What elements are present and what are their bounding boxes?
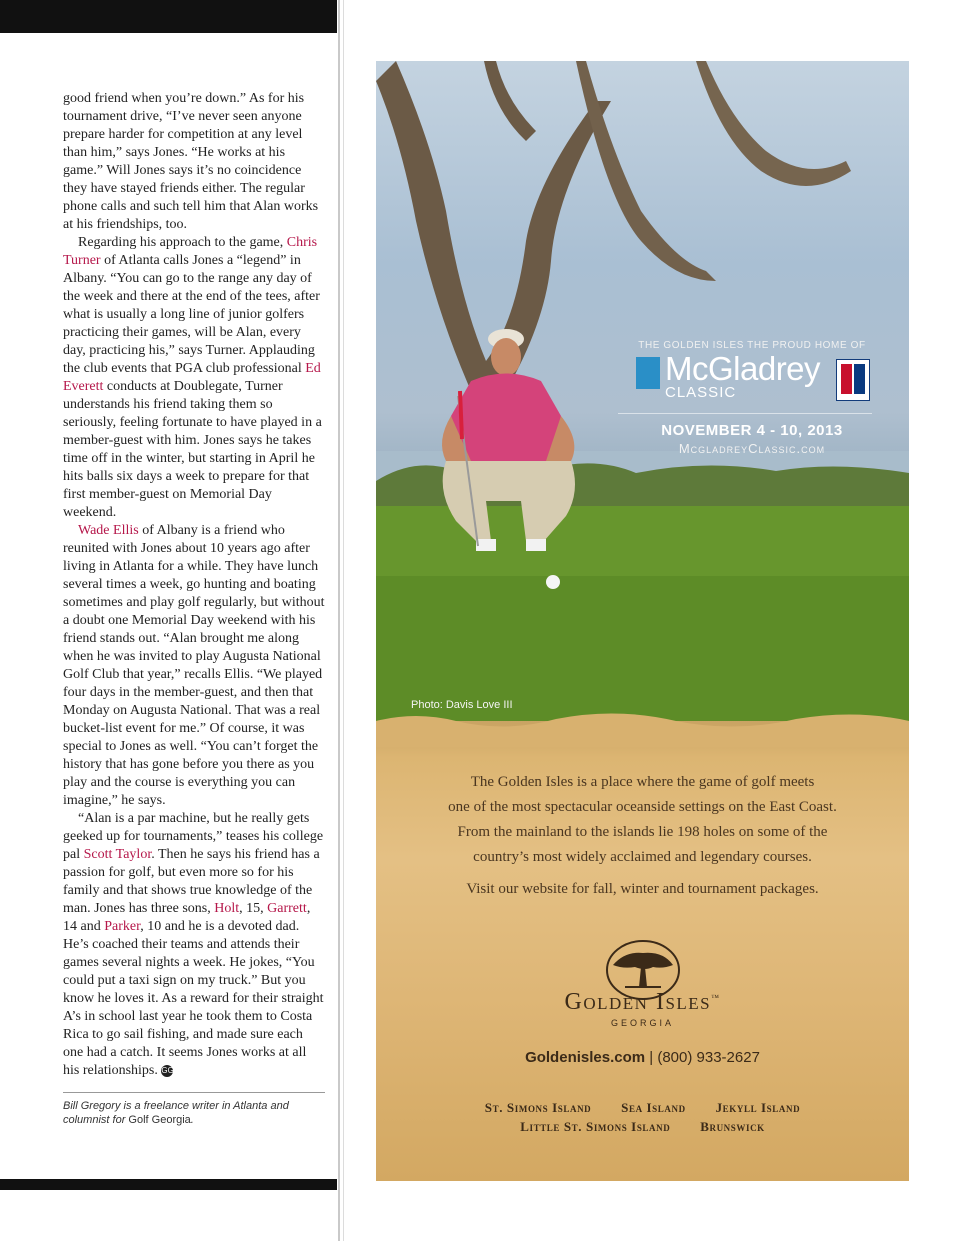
- island-name: Brunswick: [700, 1119, 765, 1134]
- article-text: of Atlanta calls Jones a “legend” in Albany. “You can go to the range any day of the week and there at the end of the tees, after what is usually a long line of junior golfers practicing their games, will be Alan, every day, practicing his,” says Turner. Applauding the club events that PGA club professional: [63, 253, 320, 376]
- end-mark-icon: GG: [161, 1065, 174, 1075]
- event-subname: CLASSIC: [665, 384, 737, 401]
- person-name: Ed Everett: [63, 361, 321, 394]
- event-website: McgladreyClassic.com: [678, 441, 826, 456]
- person-name: Wade Ellis: [78, 523, 139, 538]
- article-paragraph: [63, 810, 325, 1080]
- ad-contact: [396, 1049, 889, 1066]
- phone-number: (800) 933-2627: [657, 1049, 760, 1066]
- article-text: good friend when you’re down.” As for his tournament drive, “I’ve never seen anyone prepare harder for competition at any level than him,” says Jones. “He works at his game.” Will Jones says it’s no coincidence they have stayed friends either. The regular phone calls and such tell him that Alan works at his friendships, too.: [63, 91, 319, 232]
- article-text: , 14 and: [63, 901, 311, 934]
- article-column: [63, 90, 325, 1127]
- person-name: Chris Turner: [63, 235, 318, 268]
- byline-divider: [63, 1092, 325, 1093]
- byline-text: Bill Gregory is a freelance writer in Atlanta and columnist for: [63, 1100, 289, 1126]
- event-divider: [618, 413, 872, 414]
- pga-tour-logo-icon: [836, 359, 870, 401]
- article-text: Regarding his approach to the game,: [78, 235, 287, 250]
- column-divider: [338, 0, 340, 1241]
- author-byline: [63, 1099, 325, 1127]
- column-divider-thin: [343, 0, 344, 1241]
- bottom-black-bar: [0, 1179, 337, 1190]
- article-paragraph: [63, 90, 325, 234]
- article-body: [63, 90, 325, 1080]
- island-name: St. Simons Island: [484, 1100, 592, 1115]
- article-text: . Then he says his friend has a passion for golf, but even more so for his family and that shows true knowledge of the man. Jones has three sons,: [63, 847, 320, 916]
- article-text: of Albany is a friend who reunited with Jones about 10 years ago after living in Atlanta for a while. They have lunch several times a week, go hunting and boating sometimes and play golf regularly, but without a doubt one Memorial Day weekend with his friend stands out. “Alan brought me along when he was invited to play Augusta National Golf Club that year,” recalls Ellis. “We played four days in the member-guest, and then that Monday on Augusta National. That was a real bucket-list event for me.” Of course, it was special to Jones as well. “You can’t forget the history that has gone before you there as you play and the course is everything you can imagine,” he says.: [63, 523, 325, 808]
- brand-website-link[interactable]: Goldenisles.com: [525, 1049, 646, 1066]
- photo-credit: Photo: Davis Love III: [411, 699, 513, 711]
- article-text: , 10 and he is a devoted dad. He’s coached their teams and attends their games several nights a week. He jokes, “You could put a taxi sign on my truck.” But you know he loves it. As a reward for their straight A’s in school last year he took them to Costa Rica to go sail fishing, and made sure each one had a catch. It seems Jones works at all his relationships.: [63, 919, 324, 1078]
- person-name: Parker: [104, 919, 141, 934]
- ad-body-line: one of the most spectacular oceanside settings on the East Coast.: [448, 799, 837, 815]
- event-dates: NOVEMBER 4 - 10, 2013: [661, 422, 843, 439]
- brand-name: [396, 989, 889, 1016]
- island-name: Jekyll Island: [715, 1100, 801, 1115]
- contact-separator: |: [645, 1049, 658, 1066]
- event-name: McGladrey: [665, 350, 821, 387]
- article-text: , 15,: [239, 901, 268, 916]
- brand-state: GEORGIA: [610, 1018, 674, 1028]
- mcgladrey-mark-icon: [636, 357, 660, 389]
- event-logo: [634, 350, 874, 414]
- ad-body-line: country’s most widely acclaimed and legendary courses.: [473, 849, 812, 865]
- ad-call-to-action: Visit our website for fall, winter and tournament packages.: [466, 881, 819, 897]
- ad-body-line: The Golden Isles is a place where the game of golf meets: [470, 774, 815, 790]
- golden-isles-ad: [376, 61, 909, 1181]
- article-text: “Alan is a par machine, but he really gets geeked up for tournaments,” teases his college pal: [63, 811, 324, 862]
- byline-period: .: [190, 1114, 194, 1126]
- trademark-symbol: ™: [711, 993, 721, 1002]
- person-name: Scott Taylor: [83, 847, 152, 862]
- island-list: [396, 1098, 889, 1136]
- brand-name-text: Golden Isles: [564, 989, 712, 1015]
- top-black-bar: [0, 0, 337, 33]
- ad-body-line: From the mainland to the islands lie 198 holes on some of the: [457, 824, 828, 840]
- article-paragraph: [63, 234, 325, 522]
- person-name: Holt: [214, 901, 240, 916]
- byline-publication: Golf Georgia: [128, 1114, 191, 1126]
- ad-body-text: [396, 770, 889, 870]
- ad-tagline: THE GOLDEN ISLES THE PROUD HOME OF: [638, 340, 866, 351]
- island-name: Little St. Simons Island: [520, 1119, 671, 1134]
- person-name: Garrett: [267, 901, 307, 916]
- article-text: conducts at Doublegate, Turner understands his friend taking them so seriously, feeling fortunate to have played in a member-guest with him. Jones says he takes time off in the winter, but starting in April he hits balls six days a week to prepare for that first member-guest on Memorial Day weekend.: [63, 379, 322, 520]
- island-name: Sea Island: [621, 1100, 686, 1115]
- shore-edge: [376, 707, 909, 747]
- article-paragraph: [63, 522, 325, 810]
